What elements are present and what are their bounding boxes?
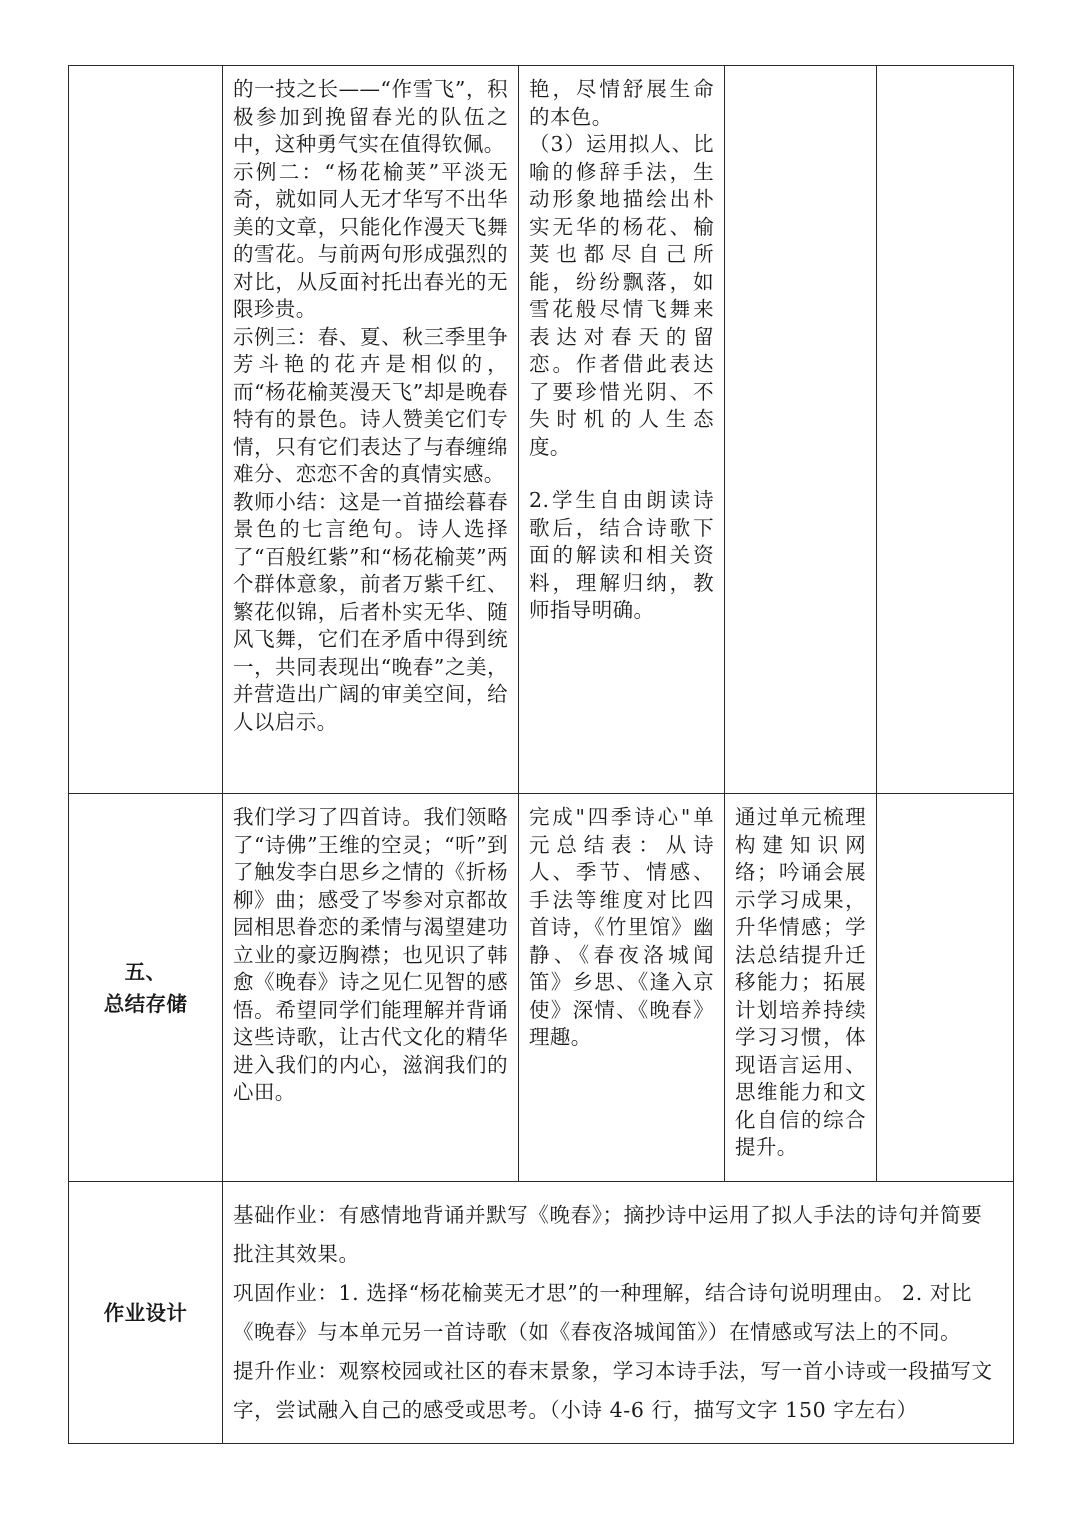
summary-teacher-cell: 我们学习了四首诗。我们领略了“诗佛”王维的空灵；“听”到了触发李白思乡之情的《折杨柳》曲；感受了岑参对京都故园相思眷恋的柔情与渴望建功立业的豪迈胸襟；也见识了韩愈《晚春》诗之见仁见智的感悟。希望同学们能理解并背诵这些诗歌，让古代文化的精华进入我们的内心，滋润我们的心田。 bbox=[223, 794, 519, 1182]
summary-label-number: 五、 bbox=[124, 959, 167, 984]
teacher-paragraph: 示例二：“杨花榆荚”平淡无奇，就如同人无才华写不出华美的文章，只能化作漫天飞舞的雪花。与前两句形成强烈的对比，从反面衬托出春光的无限珍贵。 bbox=[233, 159, 508, 321]
summary-student-cell: 完成"四季诗心"单元总结表：从诗人、季节、情感、手法等维度对比四首诗，《竹里馆》幽静、《春夜洛城闻笛》乡思、《逢入京使》深情、《晚春》理趣。 bbox=[519, 794, 725, 1182]
summary-label-title: 总结存储 bbox=[103, 991, 188, 1016]
homework-content-cell bbox=[223, 1182, 1014, 1444]
lesson-plan-table bbox=[68, 65, 1014, 1444]
notes-cell bbox=[877, 66, 1014, 794]
paragraph-gap bbox=[529, 461, 714, 487]
student-paragraph: 2.学生自由朗读诗歌后，结合诗歌下面的解读和相关资料，理解归纳，教师指导明确。 bbox=[529, 488, 714, 622]
student-paragraph: 艳，尽情舒展生命的本色。 bbox=[529, 77, 714, 129]
homework-basic: 基础作业：有感情地背诵并默写《晚春》；摘抄诗中运用了拟人手法的诗句并简要批注其效果。 bbox=[233, 1203, 983, 1266]
continuation-label-cell bbox=[69, 66, 223, 794]
summary-row bbox=[69, 794, 1014, 1182]
design-intent-cell bbox=[725, 66, 877, 794]
homework-row bbox=[69, 1182, 1014, 1444]
teacher-paragraph: 的一技之长——“作雪飞”，积极参加到挽留春光的队伍之中，这种勇气实在值得钦佩。 bbox=[233, 77, 508, 156]
continuation-row bbox=[69, 66, 1014, 794]
student-paragraph: （3）运用拟人、比喻的修辞手法，生动形象地描绘出朴实无华的杨花、榆荚也都尽自己所能，纷纷飘落，如雪花般尽情飞舞来表达对春天的留恋。作者借此表达了要珍惜光阴、不失时机的人生态度。 bbox=[529, 132, 714, 459]
summary-intent-cell: 通过单元梳理构建知识网络；吟诵会展示学习成果，升华情感；学法总结提升迁移能力；拓展计划培养持续学习习惯，体现语言运用、思维能力和文化自信的综合提升。 bbox=[725, 794, 877, 1182]
teacher-paragraph: 示例三：春、夏、秋三季里争芳斗艳的花卉是相似的，而“杨花榆荚漫天飞”却是晚春特有的景色。诗人赞美它们专情，只有它们表达了与春缠绵难分、恋恋不舍的真情实感。 bbox=[233, 324, 508, 486]
homework-advanced: 提升作业：观察校园或社区的春末景象，学习本诗手法，写一首小诗或一段描写文字，尝试融入自己的感受或思考。（小诗 4-6 行，描写文字 150 字左右） bbox=[233, 1359, 993, 1422]
teacher-paragraph: 教师小结：这是一首描绘暮春景色的七言绝句。诗人选择了“百般红紫”和“杨花榆荚”两个群体意象，前者万紫千红、繁花似锦，后者朴实无华、随风飞舞，它们在矛盾中得到统一，共同表现出“晚春”之美，并营造出广阔的审美空间，给人以启示。 bbox=[233, 489, 508, 734]
student-activity-cell bbox=[519, 66, 725, 794]
summary-notes-cell bbox=[877, 794, 1014, 1182]
summary-label-cell bbox=[69, 794, 223, 1182]
homework-label-cell: 作业设计 bbox=[69, 1182, 223, 1444]
homework-consolidate: 巩固作业：1. 选择“杨花榆荚无才思”的一种理解，结合诗句说明理由。 2. 对比《晚春》与本单元另一首诗歌（如《春夜洛城闻笛》）在情感或写法上的不同。 bbox=[233, 1281, 973, 1344]
teacher-activity-cell bbox=[223, 66, 519, 794]
